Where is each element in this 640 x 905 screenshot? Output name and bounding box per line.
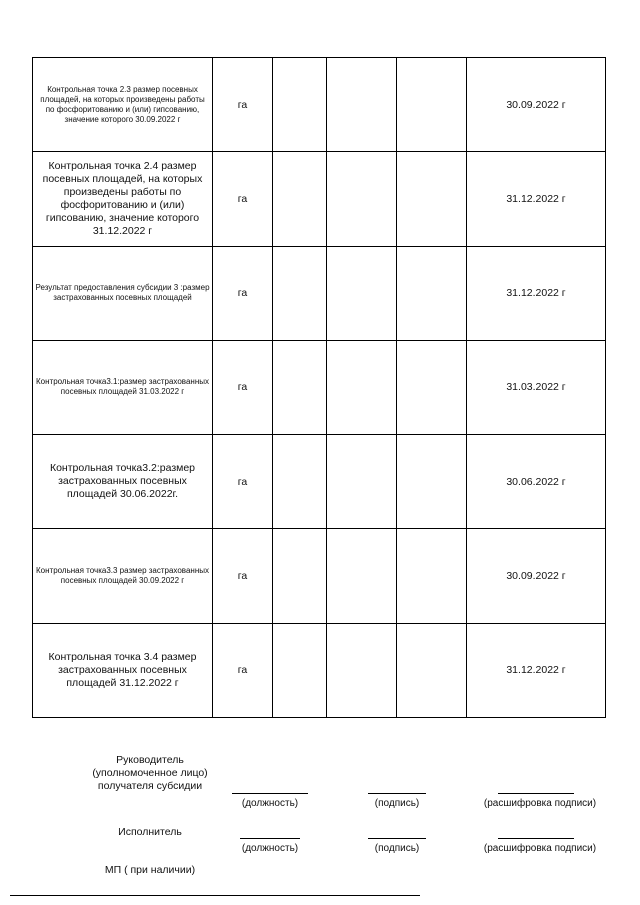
signature-caption: (подпись) — [374, 798, 420, 809]
row-date: 30.06.2022 г — [467, 435, 606, 529]
head-label-line-1: Руководитель — [116, 754, 184, 766]
row-date: 30.09.2022 г — [467, 529, 606, 623]
empty-cell — [327, 435, 397, 529]
empty-cell — [397, 529, 467, 623]
empty-cell — [397, 340, 467, 434]
empty-cell — [397, 58, 467, 152]
signature-line — [368, 793, 426, 794]
row-description: Результат предоставления субсидии 3 :размер застрахованных посевных площадей — [33, 246, 213, 340]
position-caption: (должность) — [241, 798, 299, 809]
row-description: Контрольная точка3.3 размер застрахованных посевных площадей 30.09.2022 г — [33, 529, 213, 623]
seal-label: МП ( при наличии) — [104, 864, 196, 876]
row-unit: га — [213, 529, 273, 623]
page-bottom-divider — [10, 895, 420, 896]
row-unit: га — [213, 340, 273, 434]
table-row — [33, 246, 606, 340]
table-row — [33, 152, 606, 246]
head-label-line-3: получателя субсидии — [97, 780, 203, 792]
empty-cell — [397, 435, 467, 529]
empty-cell — [327, 340, 397, 434]
row-unit: га — [213, 152, 273, 246]
executor-decoding-line — [498, 838, 574, 839]
empty-cell — [397, 152, 467, 246]
executor-position-line — [240, 838, 300, 839]
row-unit: га — [213, 623, 273, 717]
indicators-table — [32, 57, 606, 718]
empty-cell — [273, 152, 327, 246]
empty-cell — [273, 340, 327, 434]
empty-cell — [327, 152, 397, 246]
empty-cell — [397, 246, 467, 340]
row-unit: га — [213, 58, 273, 152]
empty-cell — [273, 58, 327, 152]
executor-decoding-caption: (расшифровка подписи) — [483, 843, 597, 854]
row-date: 31.12.2022 г — [467, 623, 606, 717]
position-signature-line — [232, 793, 308, 794]
table-row — [33, 340, 606, 434]
row-description: Контрольная точка3.1:размер застрахованных посевных площадей 31.03.2022 г — [33, 340, 213, 434]
empty-cell — [327, 58, 397, 152]
executor-signature-caption: (подпись) — [374, 843, 420, 854]
empty-cell — [273, 623, 327, 717]
executor-label: Исполнитель — [118, 826, 182, 838]
row-date: 31.12.2022 г — [467, 246, 606, 340]
empty-cell — [327, 623, 397, 717]
empty-cell — [327, 246, 397, 340]
head-label-block — [60, 754, 240, 793]
empty-cell — [397, 623, 467, 717]
table-row — [33, 623, 606, 717]
table-row — [33, 435, 606, 529]
head-label-line-2: (уполномоченное лицо) — [92, 767, 208, 779]
table-row — [33, 58, 606, 152]
empty-cell — [327, 529, 397, 623]
row-description: Контрольная точка 2.4 размер посевных площадей, на которых произведены работы по фосфоритованию и (или) гипсованию, значение которого 31.12.2022 г — [33, 152, 213, 246]
row-description: Контрольная точка 2.3 размер посевных площадей, на которых произведены работы по фосфоритованию и (или) гипсованию, значение которого 30.09.2022 г — [33, 58, 213, 152]
empty-cell — [273, 529, 327, 623]
table-row — [33, 529, 606, 623]
decoding-signature-line — [498, 793, 574, 794]
row-description: Контрольная точка3.2:размер застрахованных посевных площадей 30.06.2022г. — [33, 435, 213, 529]
executor-position-caption: (должность) — [241, 843, 299, 854]
row-unit: га — [213, 435, 273, 529]
row-date: 31.03.2022 г — [467, 340, 606, 434]
executor-signature-line — [368, 838, 426, 839]
decoding-caption: (расшифровка подписи) — [483, 798, 597, 809]
row-date: 30.09.2022 г — [467, 58, 606, 152]
empty-cell — [273, 435, 327, 529]
row-description: Контрольная точка 3.4 размер застрахованных посевных площадей 31.12.2022 г — [33, 623, 213, 717]
row-unit: га — [213, 246, 273, 340]
empty-cell — [273, 246, 327, 340]
row-date: 31.12.2022 г — [467, 152, 606, 246]
